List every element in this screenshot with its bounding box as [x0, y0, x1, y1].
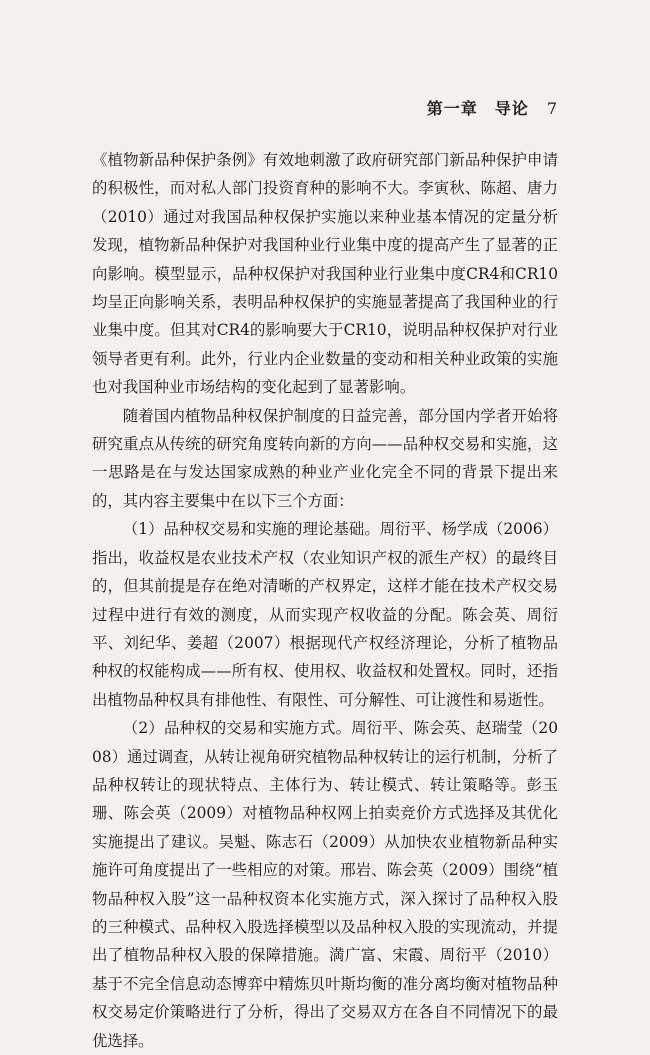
paragraph-4: （2）品种权的交易和实施方式。周衍平、陈会英、赵瑞莹（2008）通过调查，从转让视角研究植物品种权转让的运行机制，分析了品种权转让的现状特点、主体行为、转让模式、转让策略等。彭玉珊、陈会英（2009）对植物品种权网上拍卖竞价方式选择及其优化实施提出了建议。吴魁、陈志石（2009）从加快农业植物新品种实施许可角度提出了一些相应的对策。邢岩、陈会英（2009）围绕“植物品种权入股”这一品种权资本化实施方式，深入探讨了品种权入股的三种模式、品种权入股选择模型以及品种权入股的实现流动，并提出了植物品种权入股的保障措施。満广富、宋霞、周衍平（2010）基于不完全信息动态博弈中精炼贝叶斯均衡的准分离均衡对植物品种权交易定价策略进行了分析，得出了交易双方在各自不同情况下的最优选择。 [92, 719, 558, 1050]
paragraph-2: 随着国内植物品种权保护制度的日益完善，部分国内学者开始将研究重点从传统的研究角度转向新的方向——品种权交易和实施，这一思路是在与发达国家成熟的种业产业化完全不同的背景下提出来的，其内容主要集中在以下三个方面： [92, 406, 558, 510]
chapter-title: 第一章 导论 [426, 99, 529, 118]
paragraph-1: 《植物新品种保护条例》有效地刺激了政府研究部门新品种保护申请的积极性，而对私人部门投资育种的影响不大。李寅秋、陈超、唐力（2010）通过对我国品种权保护实施以来种业基本情况的定量分析发现，植物新品种保护对我国种业行业集中度的提高产生了显著的正向影响。模型显示，品种权保护对我国种业行业集中度CR4和CR10均呈正向影响关系，表明品种权保护的实施显著提高了我国种业的行业集中度。但其对CR4的影响要大于CR10，说明品种权保护对行业领导者更有利。此外，行业内企业数量的变动和相关种业政策的实施也对我国种业市场结构的变化起到了显著影响。 [92, 151, 558, 397]
body-text [92, 146, 558, 1055]
paragraph-3: （1）品种权交易和实施的理论基础。周衍平、杨学成（2006）指出，收益权是农业技术产权（农业知识产权的派生产权）的最终目的，但其前提是存在绝对清晰的产权界定，这样才能在技术产权交易过程中进行有效的测度，从而实现产权收益的分配。陈会英、周衍平、刘纪华、姜超（2007）根据现代产权经济理论，分析了植物品种权的权能构成——所有权、使用权、收益权和处置权。同时，还指出植物品种权具有排他性、有限性、可分解性、可让渡性和易逝性。 [92, 520, 558, 709]
page-number: 7 [546, 99, 558, 118]
running-header [427, 96, 558, 119]
